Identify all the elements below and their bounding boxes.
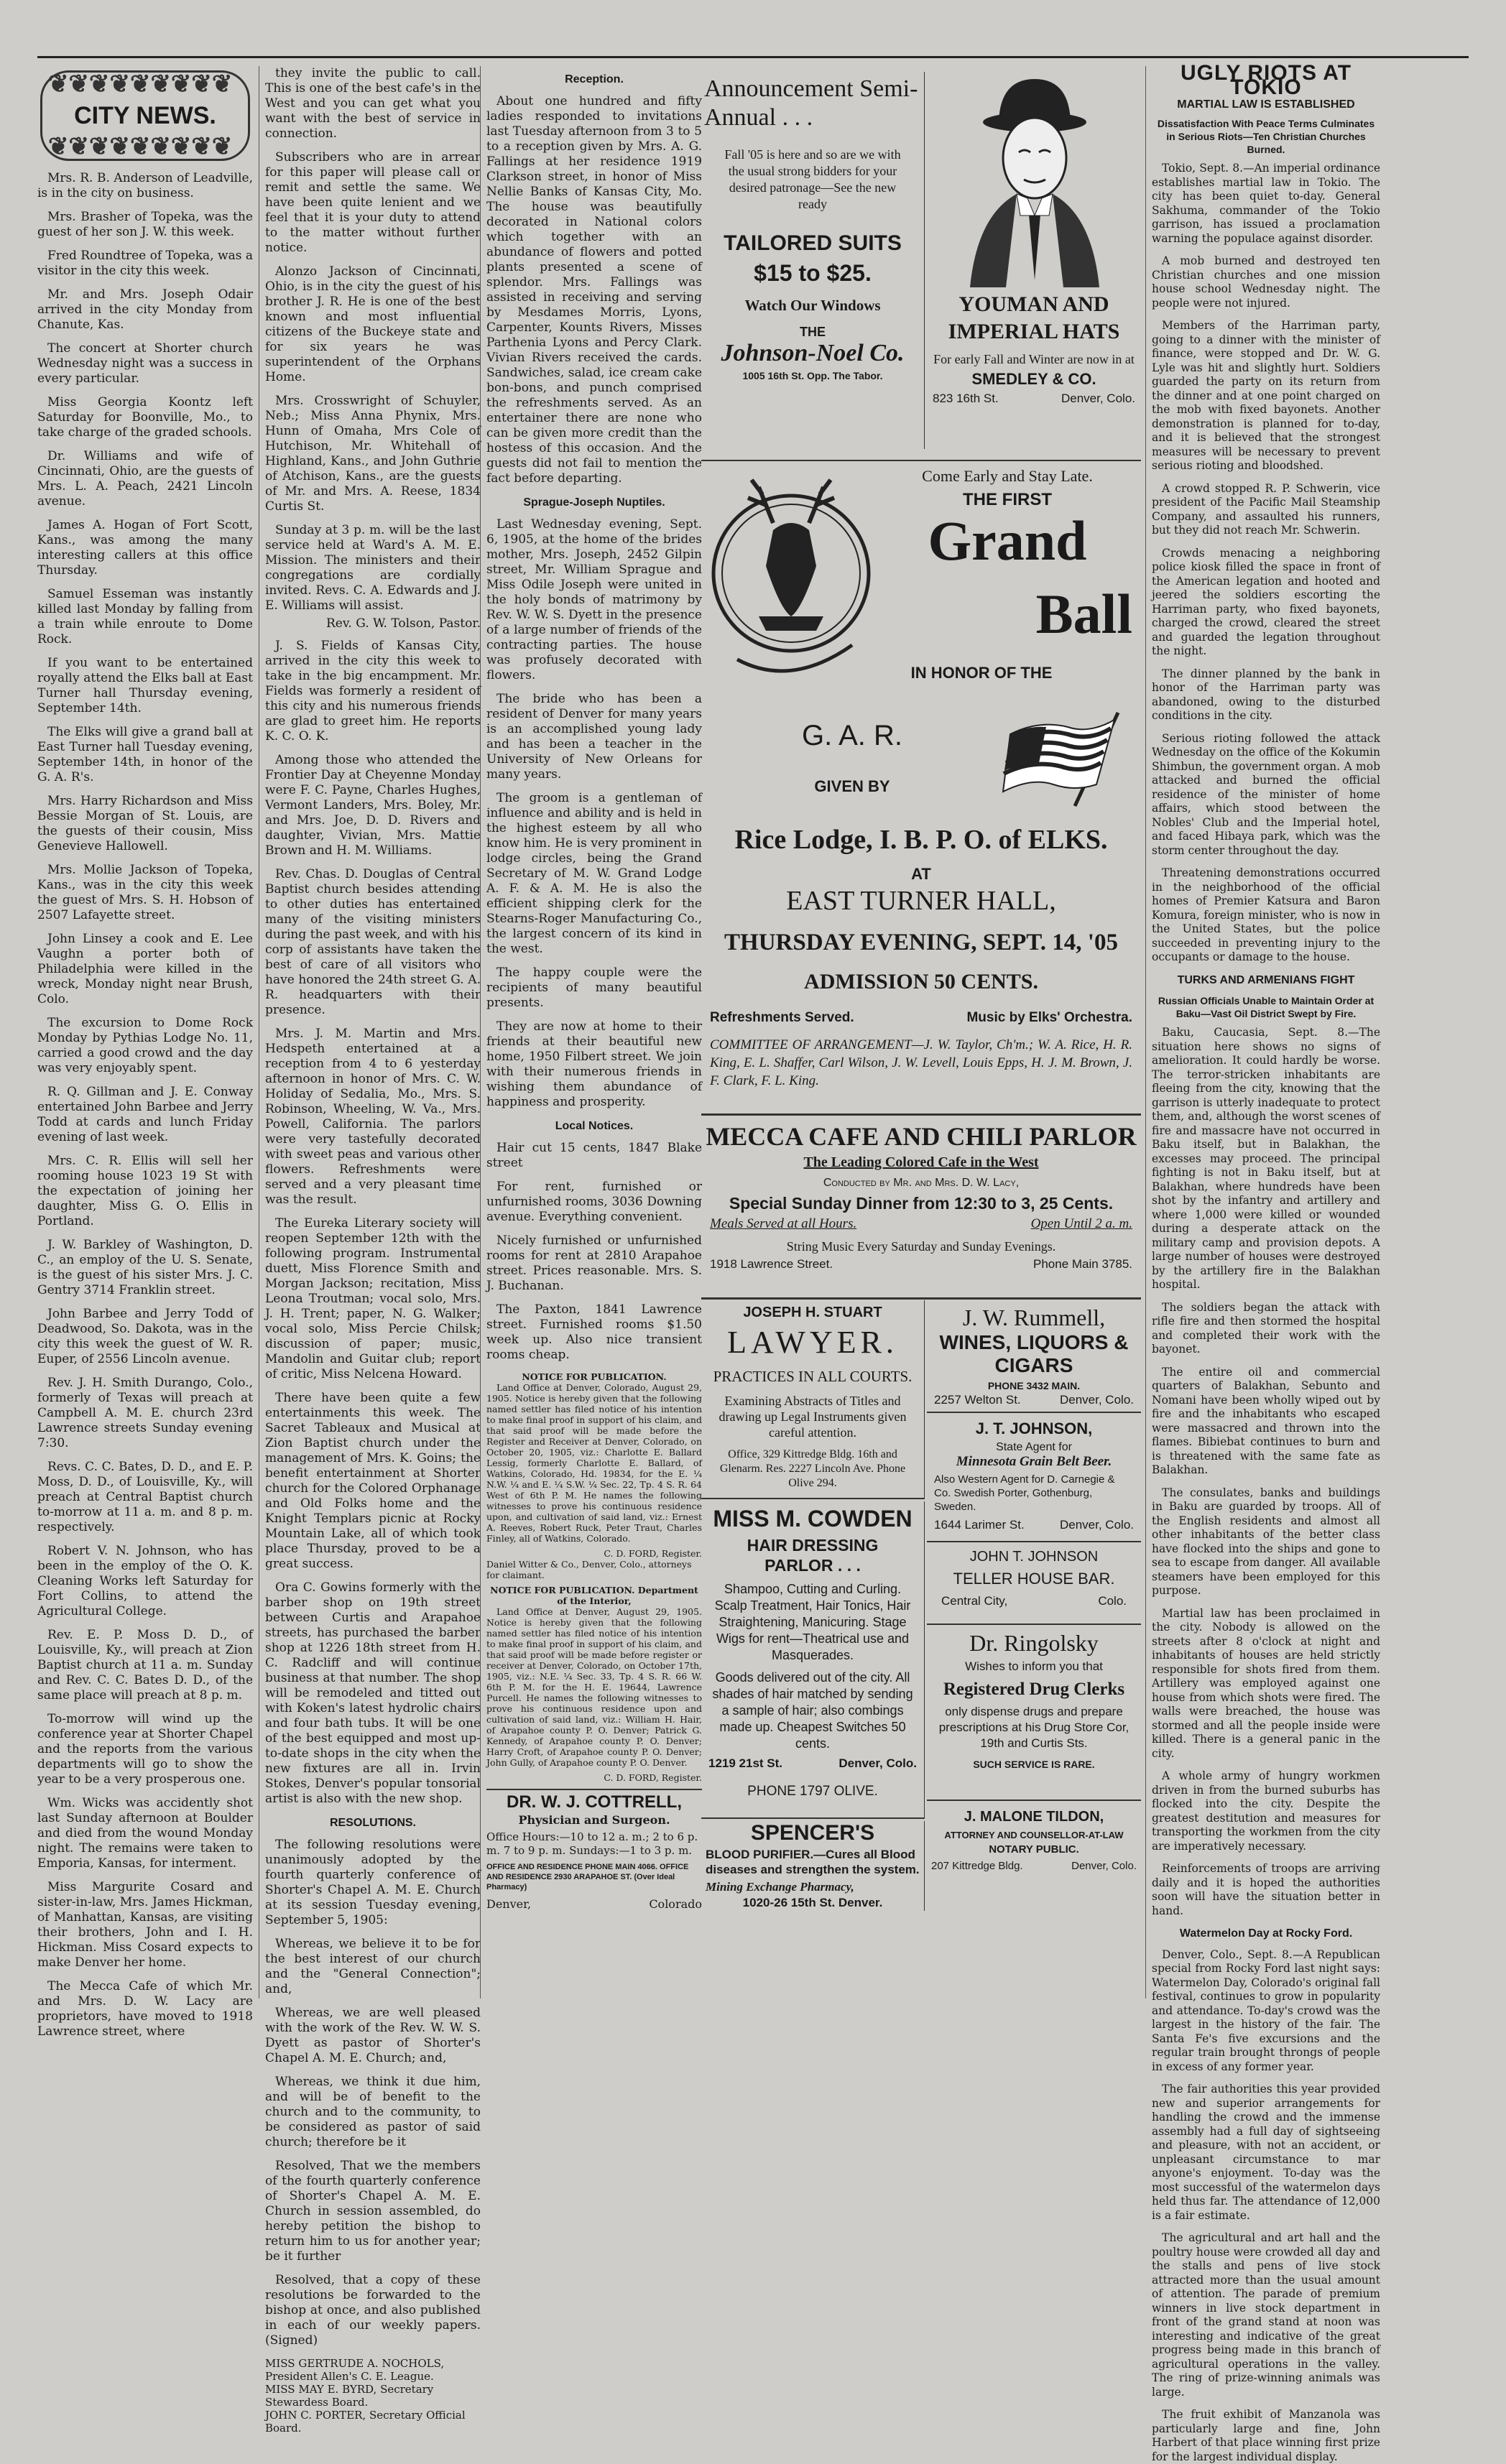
cowden-goods: Goods delivered out of the city. All shades of hair matched by sending a sample of hair; also combings made up. Cheapest Switches 50 cents. xyxy=(707,1669,918,1752)
spencer-body: BLOOD PURIFIER.—Cures all Blood diseases and strengthen the system. xyxy=(701,1845,924,1879)
ringolsky-clerks: Registered Drug Clerks xyxy=(927,1680,1141,1700)
news-item: Revs. C. C. Bates, D. D., and E. P. Moss, D. D., of Louisville, Ky., will preach at Central Baptist church to-morrow at 11 a. m. and 8 p. m. respectively. xyxy=(37,1460,253,1535)
notice-attorney: Daniel Witter & Co., Denver, Colo., attorneys for claimant. xyxy=(486,1559,702,1580)
news-item: Mr. and Mrs. Joseph Odair arrived in the city Monday from Chanute, Kas. xyxy=(37,287,253,333)
mecca-title: MECCA CAFE AND CHILI PARLOR xyxy=(701,1121,1141,1152)
johnson-address: 1644 Larimer St. Denver, Colo. xyxy=(927,1516,1141,1534)
mecca-music: String Music Every Saturday and Sunday Evenings. xyxy=(701,1239,1141,1254)
mecca-address: 1918 Lawrence Street. Phone Main 3785. xyxy=(701,1254,1141,1274)
stuart-name: JOSEPH H. STUART xyxy=(701,1305,924,1321)
ball-date: THURSDAY EVENING, SEPT. 14, '05 xyxy=(701,930,1141,956)
resolutions-signers xyxy=(265,2357,481,2435)
notice-heading: NOTICE FOR PUBLICATION. Department of the Interior, xyxy=(486,1585,702,1606)
johnson-noel-address: 1005 16th St. Opp. The Tabor. xyxy=(701,370,924,381)
johnson-agent: State Agent for xyxy=(927,1441,1141,1454)
resolution-paragraph: Resolved, that a copy of these resolutions be forwarded to the bishop at once, and also published in each of our weekly papers. (Signed) xyxy=(265,2273,481,2348)
gentleman-portrait-icon xyxy=(927,72,1141,287)
notice-signature: C. D. FORD, Register. xyxy=(486,1548,702,1559)
mecca-hours: Meals Served at all Hours. Open Until 2 a. m. xyxy=(701,1213,1141,1235)
local-notices-heading: Local Notices. xyxy=(486,1118,702,1134)
rummell-phone: PHONE 3432 MAIN. xyxy=(927,1380,1141,1391)
cottrell-city: Denver, Colorado xyxy=(486,1896,702,1912)
baku-paragraph: Baku, Caucasia, Sept. 8.—The situation here shows no signs of amelioration. It could hardly be worse. The terror-stricken inhabitants are fleeing from the city, knowing that the garrison is utterly inadequate to protect them, and, although the worst scenes of fire and massacre have not occurred in Baku itself, but in Balakhan, the excesses may proceed. The principal fighting is not in Baku itself, but at Balakhan, where hundreds have been shot by the infantry and artillery and where 1,000 were killed or wounded during a desperate attack on the military camp and provision depots. A large number of houses were destroyed by the artillery fire in the Balakhan hospital. xyxy=(1152,1026,1380,1292)
ball-the-first: THE FIRST xyxy=(874,490,1141,510)
tokio-headline: UGLY RIOTS AT TOKIO xyxy=(1152,66,1380,94)
local-notice: Hair cut 15 cents, 1847 Blake street xyxy=(486,1141,702,1171)
news-item: R. Q. Gillman and J. E. Conway entertained John Barbee and Jerry Todd at cards and lunch Friday evening of last week. xyxy=(37,1085,253,1145)
watermelon-paragraph: Denver, Colo., Sept. 8.—A Republican special from Rocky Ford last night says: Watermelon Day, Colorado's original fall festival, continues to grow in popularity and attendance. To-day's crowd was the largest in the history of the fair. The Santa Fe's five excursions and the regular train brought throngs of people in excess of any former year. xyxy=(1152,1948,1380,2075)
news-item: Rev. Chas. D. Douglas of Central Baptist church besides attending to other duties has entertained many of the visiting ministers during the past week, and with his corp of assistants have taken the best of care of all visitors who have honored the 24th street G. A. R. headquarters with their presence. xyxy=(265,867,481,1018)
notice-signature: C. D. FORD, Register. xyxy=(486,1772,702,1783)
cowden-ad xyxy=(701,1501,925,1819)
ringolsky-body: only dispense drugs and prepare prescriptions at his Drug Store Cor, 19th and Curtis Sts. xyxy=(934,1704,1134,1751)
tokio-paragraph: Serious rioting followed the attack Wednesday on the office of the Kokumin Shimbun, the government organ. A mob attacked and burned the official residence of the minister of home affairs, which stood between the Nobles' Club and the Imperial hotel, and faced Hibaya park, which was the storm center throughout the day. xyxy=(1152,732,1380,858)
ball-music: Music by Elks' Orchestra. xyxy=(966,1010,1132,1026)
news-item: Among those who attended the Frontier Day at Cheyenne Monday were F. C. Payne, Charles Hughes, Vermont Landers, Mrs. Boley, Mr. and Mrs. Joe, D. D. Rivers and daughter, Vivian, Mrs. Mattie Brown and H. M. Williams. xyxy=(265,753,481,858)
ball-grand: Grand xyxy=(874,509,1141,573)
announcement-title: Announcement Semi-Annual . . . xyxy=(701,72,924,135)
nuptials-paragraph: The bride who has been a resident of Denver for many years is an accomplished young lady and has been a teacher in the University of New Orleans for many years. xyxy=(486,692,702,782)
ball-honor: IN HONOR OF THE xyxy=(874,664,1089,682)
ringolsky-ad xyxy=(927,1627,1141,1801)
news-item: Mrs. R. B. Anderson of Leadville, is in the city on business. xyxy=(37,171,253,201)
teller-house-ad xyxy=(927,1544,1141,1625)
tokio-paragraph: Threatening demonstrations occurred in the neighborhood of the official homes of Premier Katsura and Baron Komura, foreign minister, who is now in the United States, but the police succeeded in preventing injury to the occupants or damage to the house. xyxy=(1152,866,1380,965)
teller-city: Central City, Colo. xyxy=(927,1588,1141,1614)
tokio-paragraph: Members of the Harriman party, going to a dinner with the minister of finance, were stopped and Dr. W. G. Lyle was hit and slightly hurt. Soldiers guarded the party on its return from the dinner and at one point charged on the mob with fixed bayonets. Another demonstration is planned for to-day, and it is believed that the strongest measures will be necessary to prevent serious rioting and bloodshed. xyxy=(1152,319,1380,473)
top-rule xyxy=(37,56,1469,58)
tildon-title: ATTORNEY AND COUNSELLOR-AT-LAW xyxy=(927,1830,1141,1840)
news-item: Samuel Esseman was instantly killed last Monday by falling from a train while enroute to Dome Rock. xyxy=(37,587,253,647)
johnson-noel-ad xyxy=(701,72,925,449)
news-item: To-morrow will wind up the conference year at Shorter Chapel and the reports from the various departments will go to show the year to be a very prosperous one. xyxy=(37,1712,253,1787)
news-item: Wm. Wicks was accidently shot last Sunday afternoon at Boulder and died from the wound Monday night. The remains were taken to Emporia, Kansas, for interment. xyxy=(37,1796,253,1871)
announcement-body: Fall '05 is here and so are we with the usual strong bidders for your desired patronage—See the new ready xyxy=(701,135,924,213)
news-item: If you want to be entertained royally attend the Elks ball at East Turner hall Thursday evening, September 14th. xyxy=(37,656,253,716)
johnson-also: Also Western Agent for D. Carnegie & Co. Swedish Porter, Gothenburg, Sweden. xyxy=(927,1470,1141,1516)
watermelon-headline: Watermelon Day at Rocky Ford. xyxy=(1152,1927,1380,1941)
nuptials-body xyxy=(486,517,702,1110)
spencer-ad xyxy=(701,1821,925,1911)
smedley-address: 823 16th St. Denver, Colo. xyxy=(927,389,1141,409)
resolutions-body xyxy=(265,1838,481,2348)
elk-emblem-icon xyxy=(708,473,874,703)
suit-price: $15 to $25. xyxy=(701,260,924,287)
the-label: THE xyxy=(701,325,924,340)
stuart-office: Office, 329 Kittredge Bldg. 16th and Glenarm. Res. 2227 Lincoln Ave. Phone Olive 294. xyxy=(707,1448,918,1491)
news-item: Mrs. Crosswright of Schuyler, Neb.; Miss Anna Phynix, Mrs. Hunn of Omaha, Mrs Cole of Hutchison, Mr. Whitehall of Highland, Kans., and John Guthrie of Atchison, Kans., are the guests of Mr. and Mrs. A. Reese, 1834 Curtis St. xyxy=(265,394,481,514)
johnson-beer: Minnesota Grain Belt Beer. xyxy=(927,1454,1141,1470)
column-three xyxy=(480,66,702,1998)
news-item: The Mecca Cafe of which Mr. and Mrs. D. W. Lacy are proprietors, have moved to 1918 Lawrence street, where xyxy=(37,1979,253,2039)
local-notice: The Paxton, 1841 Lawrence street. Furnished rooms $1.50 week up. Also nice transient rooms cheap. xyxy=(486,1302,702,1363)
tailored-suits: TAILORED SUITS xyxy=(701,231,924,256)
spencer-pharmacy: Mining Exchange Pharmacy, xyxy=(701,1879,924,1896)
baku-headline: TURKS AND ARMENIANS FIGHT xyxy=(1152,973,1380,988)
ball-tagline: Come Early and Stay Late. xyxy=(874,467,1141,486)
tildon-name: J. MALONE TILDON, xyxy=(927,1809,1141,1825)
baku-paragraph: The entire oil and commercial quarters of Balakhan, Sebunto and Nomani have been wholly wiped out by fire and the inhabitants who escaped were massacred and thrown into the flames. Bibiebat continues to burn and is threatened with the same fate as Balakhan. xyxy=(1152,1366,1380,1478)
news-item: Dr. Williams and wife of Cincinnati, Ohio, are the guests of Mrs. L. A. Peach, 2421 Lincoln avenue. xyxy=(37,449,253,509)
stuart-body: Examining Abstracts of Titles and drawing up Legal Instruments given careful attention. xyxy=(707,1393,918,1440)
baku-paragraph: A whole army of hungry workmen driven in from the burned suburbs has flocked into the city. Despite the greatest destitution and measures for transporting the workmen from the city are imperatively necessary. xyxy=(1152,1769,1380,1853)
news-item: Mrs. Mollie Jackson of Topeka, Kans., was in the city this week the guest of Mrs. S. H. Hobson of 2507 Lafayette street. xyxy=(37,863,253,923)
watermelon-paragraph: The agricultural and art hall and the poultry house were crowded all day and the stalls and pens of live stock attracted more than the usual amount of attention. The parade of premium winners in live stock department in front of the grand stand at noon was interesting and indicative of the great progress being made in this branch of agricultural operations in the valley. The ring of prize-winning animals was large. xyxy=(1152,2231,1380,2399)
city-news-title: CITY NEWS. xyxy=(74,108,216,124)
news-item: Sunday at 3 p. m. will be the last service held at Ward's A. M. E. Mission. The ministers and their congregations are cordially invited. Revs. C. A. Edwards and J. E. Williams will assist. xyxy=(265,523,481,613)
mecca-cafe-ad xyxy=(701,1113,1141,1300)
cottrell-hours: Office Hours:—10 to 12 a. m.; 2 to 6 p. m. 7 to 9 p. m. Sundays:—1 to 3 p. m. xyxy=(486,1830,702,1858)
mecca-dinner: Special Sunday Dinner from 12:30 to 3, 25 Cents. xyxy=(701,1194,1141,1213)
notice-text: Land Office at Denver, Colorado, August 29, 1905. Notice is hereby given that the following named settler has filed notice of his intention to make final proof in support of his claim, and that said proof will be made before the Register and Receiver at Denver, Colorado, on October 20, 1905, viz.: Charlotte E. Ballard Lessig, formerly Charlotte E. Ballard, of Watkins, Colorado, Hd. 19834, for the E. ¼ N.W. ¼ and E. ¼ S.W. ¼ Sec. 22, Tp. 4 S. R. 64 West of 6th P. M. He names the following witnesses to prove his continuous residence upon, and cultivation of said land, viz.: Ernest A. Reeves, Robert Ruck, Peter Traut, Charles Finley, all of Watkins, Colorado. xyxy=(486,1382,702,1544)
news-item: The Eureka Literary society will reopen September 12th with the following program. Instrumental duett, Miss Florence Smith and Morgan Jackson; recitation, Miss Leona Troutman; vocal solo, Mrs. J. H. Trent; paper, N. G. Walker; vocal solo, Miss Percie Chilsk; discussion of paper; music, Mandolin and Guitar club; report of critic, Miss Nelcena Howard. xyxy=(265,1216,481,1382)
resolution-paragraph: The following resolutions were unanimously adopted by the fourth quarterly conference of Shorter's Chapel A. M. E. Church at its session Tuesday evening, September 5, 1905: xyxy=(265,1838,481,1928)
news-item: Mrs. J. M. Martin and Mrs. Hedspeth entertained at a reception from 4 to 6 yesterday afternoon in honor of Mrs. C. W. Holiday of Sedalia, Mo., Mrs. S. Robinson, Wheeling, W. Va., Mrs. Powell, California. The parlors were very tastefully decorated with sweet peas and various other flowers. Refreshments were served and a very pleasant time was the result. xyxy=(265,1027,481,1208)
resolution-paragraph: Resolved, That we the members of the fourth quarterly conference of Shorter's Chapel A. M. E. Church in session assembled, do hereby petition the bishop to return him to us for another year; be it further xyxy=(265,2159,481,2264)
signer: MISS MAY E. BYRD, Secretary Stewardess Board. xyxy=(265,2383,481,2409)
cowden-address: 1219 21st St. Denver, Colo. xyxy=(701,1752,924,1775)
local-notice: For rent, furnished or unfurnished rooms, 3036 Downing avenue. Everything convenient. xyxy=(486,1180,702,1225)
cowden-body: Shampoo, Cutting and Curling. Scalp Treatment, Hair Tonics, Hair Straightening, Manicuring. Stage Wigs for rent—Theatrical use and Masquerades. xyxy=(707,1581,918,1664)
news-item: Miss Margurite Cosard and sister-in-law, Mrs. James Hickman, of Manhattan, Kansas, are visiting their brothers, John and I. H. Hickman. Miss Cosard expects to make Denver her home. xyxy=(37,1880,253,1970)
tokio-paragraph: The dinner planned by the bank in honor of the Harriman party was abandoned, owing to the disturbed conditions in the city. xyxy=(1152,667,1380,723)
resolutions-heading: RESOLUTIONS. xyxy=(265,1815,481,1830)
mecca-conducted: Conducted by Mr. and Mrs. D. W. Lacy, xyxy=(701,1177,1141,1190)
news-item: Alonzo Jackson of Cincinnati, Ohio, is in the city the guest of his brother J. R. He is one of the best known and most influential citizens of the Buckeye state and for six years he was superintendent of the Orphans Home. xyxy=(265,264,481,385)
rummell-name: J. W. Rummell, xyxy=(927,1305,1141,1331)
pastor-signature: Rev. G. W. Tolson, Pastor. xyxy=(265,616,481,631)
baku-deck: Russian Officials Unable to Maintain Order at Baku—Vast Oil District Swept by Fire. xyxy=(1152,994,1380,1020)
news-item: The Elks will give a grand ball at East Turner hall Tuesday evening, September 14th, in honor of the G. A. R's. xyxy=(37,725,253,785)
tokio-paragraph: Tokio, Sept. 8.—An imperial ordinance establishes martial law in Tokio. The city has been quiet to-day. General Sakhuma, commander of the Tokio garrison, has issued a proclamation warning the populace against disorder. xyxy=(1152,162,1380,246)
news-item: Mrs. Brasher of Topeka, was the guest of her son J. W. this week. xyxy=(37,210,253,240)
ball-hall: EAST TURNER HALL, xyxy=(701,885,1141,917)
news-item: The concert at Shorter church Wednesday night was a success in every particular. xyxy=(37,341,253,386)
smedley-name: SMEDLEY & CO. xyxy=(927,370,1141,389)
cottrell-ad xyxy=(486,1789,702,1912)
nuptials-paragraph: They are now at home to their friends at their beautiful new home, 1950 Filbert street. We join with their numerous friends in wishing them abundance of happiness and prosperity. xyxy=(486,1019,702,1110)
signer: JOHN C. PORTER, Secretary Official Board. xyxy=(265,2409,481,2435)
ball-at: AT xyxy=(701,865,1141,884)
news-item: J. S. Fields of Kansas City, arrived in the city this week to take in the big encampment. Mr. Fields was formerly a resident of this city and his numerous friends are glad to greet him. He reports K. C. O. K. xyxy=(265,639,481,744)
watermelon-paragraph: The fruit exhibit of Manzanola was particularly large and fine, John Harbert of that place winning first prize for the largest individual display. xyxy=(1152,2408,1380,2464)
cowden-subtitle: HAIR DRESSING PARLOR . . . xyxy=(723,1535,902,1575)
resolution-paragraph: Whereas, we think it due him, and will be of benefit to the church and to the community, to be considered as pastor of said church; therefore be it xyxy=(265,2075,481,2150)
stuart-lawyer: LAWYER. xyxy=(701,1324,924,1361)
smedley-hats-ad xyxy=(927,72,1141,449)
news-item: Miss Georgia Koontz left Saturday for Boonville, Mo., to take charge of the graded schools. xyxy=(37,395,253,440)
mecca-subtitle: The Leading Colored Cafe in the West xyxy=(701,1154,1141,1171)
baku-paragraph: Reinforcements of troops are arriving daily and it is hoped the authorities soon will have the situation better in hand. xyxy=(1152,1862,1380,1918)
news-item: Rev. J. H. Smith Durango, Colo., formerly of Texas will preach at Campbell A. M. E. church 23rd Lawrence streets Sunday evening 7:30. xyxy=(37,1376,253,1451)
cottrell-office: OFFICE AND RESIDENCE PHONE MAIN 4066. OFFICE AND RESIDENCE 2930 ARAPAHOE ST. (Over Ideal Pharmacy) xyxy=(486,1862,702,1892)
rummell-title: WINES, LIQUORS & CIGARS xyxy=(927,1331,1141,1377)
spencer-name: SPENCER'S xyxy=(701,1821,924,1845)
tokio-paragraph: Crowds menacing a neighboring police kiosk filled the space in front of the American legation and hooted and jeered the soldiers escorting the Harriman party, who fixed bayonets, charged the crowd, cleared the street and guarded the legation throughout the night. xyxy=(1152,547,1380,659)
tildon-ad xyxy=(927,1803,1141,1904)
reception-body xyxy=(486,94,702,486)
notice-publication-1 xyxy=(486,1371,702,1580)
column-two-items xyxy=(265,66,481,1807)
ball-refreshments: Refreshments Served. xyxy=(710,1010,854,1026)
notice-heading: NOTICE FOR PUBLICATION. xyxy=(486,1371,702,1382)
ringolsky-name: Dr. Ringolsky xyxy=(927,1630,1141,1657)
news-item: John Barbee and Jerry Todd of Deadwood, So. Dakota, was in the city this week the guest of W. R. Euper, of 2556 Lincoln avenue. xyxy=(37,1307,253,1367)
laurel-icon: ❦❦❦❦❦❦❦❦❦ xyxy=(48,77,232,92)
american-flag-icon xyxy=(996,705,1125,813)
news-item: J. W. Barkley of Washington, D. C., an employ of the U. S. Senate, is the guest of his sister Mrs. J. C. Gentry 3714 Franklin street. xyxy=(37,1238,253,1298)
watch-windows: Watch Our Windows xyxy=(701,297,924,315)
watermelon-body xyxy=(1152,1948,1380,2464)
baku-body xyxy=(1152,1026,1380,1918)
notice-text: Land Office at Denver, August 29, 1905. Notice is hereby given that the following named settler has filed notice of his intention to make final proof in support of his claim, and that said proof will be made before register or receiver at Denver, Colorado, on October 17th, 1905, viz.: N.E. ¼ Sec. 33, Tp. 4 S. R. 66 W. 6th P. M. for the H. E. 19644, Lawrence Purcell. He names the following witnesses to prove his continuous residence upon and cultivation of said land, viz.: William H. Hair, of Arapahoe county P. O. Denver; Patrick G. Kennedy, of Arapahoe county P. O. Denver; Harry Croft, of Arapahoe county P. O. Denver; John Gully, of Arapahoe county P. O. Denver. xyxy=(486,1606,702,1768)
rummell-ad xyxy=(927,1300,1141,1413)
local-notices-body xyxy=(486,1141,702,1363)
column-two xyxy=(259,66,481,1998)
city-news-items xyxy=(37,171,253,2039)
baku-paragraph: Martial law has been proclaimed in the city. Nobody is allowed on the streets after 8 o'clock at night and inhabitants of houses are held strictly responsible for shots fired from them. Artillery was employed against one house from which shots were fired. The walls were breached, the house was stormed and all the people inside were killed. There is a general panic in the city. xyxy=(1152,1607,1380,1761)
news-item: Subscribers who are in arrear for this paper will please call or remit and settle the same. We have been quite lenient and we feel that it is your duty to attend to the matter without further notice. xyxy=(265,150,481,256)
rummell-address: 2257 Welton St. Denver, Colo. xyxy=(927,1391,1141,1409)
tokio-body xyxy=(1152,162,1380,965)
hats-title: YOUMAN AND IMPERIAL HATS xyxy=(927,291,1141,346)
news-item: Mrs. C. R. Ellis will sell her rooming house 1023 19 St with the expectation of joining her daughter, Miss G. O. Ellis in Portland. xyxy=(37,1154,253,1229)
city-news-column xyxy=(37,66,253,1998)
tokio-deck: Dissatisfaction With Peace Terms Culminates in Serious Riots—Ten Christian Churches Burned. xyxy=(1152,117,1380,156)
news-item: John Linsey a cook and E. Lee Vaughn a porter both of Philadelphia were killed in the wreck, Monday night near Brush, Colo. xyxy=(37,932,253,1007)
tokio-paragraph: A mob burned and destroyed ten Christian churches and one mission house school Wednesday night. The people were not injured. xyxy=(1152,254,1380,310)
nuptials-paragraph: Last Wednesday evening, Sept. 6, 1905, at the home of the brides mother, Mrs. Joseph, 2452 Gilpin street, Mr. William Sprague and Miss Odile Joseph were united in the holy bonds of matrimony by Rev. W. W. S. Dyett in the presence of a large number of friends of the contracting parties. The house was profusely decorated with flowers. xyxy=(486,517,702,683)
news-item: Robert V. N. Johnson, who has been in the employ of the O. K. Cleaning Works left Saturday for Fort Collins, to attend the Agricultural College. xyxy=(37,1544,253,1619)
news-item: There have been quite a few entertainments this week. The Sacret Tableaux and Musical at Zion Baptist church under the management of Mrs. K. Goins; the benefit entertainment at Shorter church for the Colored Orphanage and Old Folks home and the Knight Templars picnic at Rocky Mountain Lake, all of which took place Thursday, proved to be a great success. xyxy=(265,1391,481,1572)
jt-johnson-ad xyxy=(927,1415,1141,1542)
signer: MISS GERTRUDE A. NOCHOLS, President Allen's C. E. League. xyxy=(265,2357,481,2383)
column-seven xyxy=(1145,66,1380,1998)
resolution-paragraph: Whereas, we believe it to be for the best interest of our church and the "General Connection"; and, xyxy=(265,1937,481,1997)
tokio-subhead: MARTIAL LAW IS ESTABLISHED xyxy=(1152,98,1380,111)
reception-paragraph: About one hundred and fifty ladies responded to invitations last Tuesday afternoon from 3 to 5 to a reception given by Mrs. A. G. Fallings at her residence 1919 Clarkson street, in honor of Miss Nellie Banks of Kansas City, Mo. The house was beautifully decorated in National colors which together with an abundance of flowers and potted plants presented a scene of splendor. Mrs. Fallings was assisted in receiving and serving by Mesdames Morris, Lyons, Carpenter, Kounts Rivers, Misses Parthenia Lyons and Percy Clark. Vivian Rivers received the cards. Sandwiches, salad, ice cream cake bon-bons, and punch comprised the refreshments served. As an entertainer there are none who can be given more credit than the hostess of this occasion. And the guests did not fail to mention the fact before departing. xyxy=(486,94,702,486)
local-notice: Nicely furnished or unfurnished rooms for rent at 2810 Arapahoe street. Prices reasonable. Mrs. S. J. Buchanan. xyxy=(486,1233,702,1294)
ball-given-by: GIVEN BY xyxy=(744,777,960,796)
news-item: The excursion to Dome Rock Monday by Pythias Lodge No. 11, carried a good crowd and the day was very enjoyably spent. xyxy=(37,1016,253,1076)
teller-name: JOHN T. JOHNSON xyxy=(927,1549,1141,1565)
notice-publication-2 xyxy=(486,1585,702,1783)
reception-heading: Reception. xyxy=(486,72,702,87)
ball-committee: COMMITTEE OF ARRANGEMENT—J. W. Taylor, Ch'm.; W. A. Rice, H. R. King, E. L. Shaffer, Carl Wilson, J. W. Levell, Louis Epps, H. J. M. Brown, J. F. Clark, F. L. King. xyxy=(710,1036,1132,1090)
ball-admission: ADMISSION 50 CENTS. xyxy=(701,970,1141,994)
johnson-name: J. T. JOHNSON, xyxy=(927,1419,1141,1438)
news-item: Ora C. Gowins formerly with the barber shop on 19th street between Curtis and Arapahoe streets, has purchased the barber shop at 1226 18th street from H. C. Radcliff and will continue business at that number. The shop will be remodeled and titted out with Koken's latest hydrolic chairs and four bath tubs. It will be one of the best equipped and most up-to-date shops in the city when the new fixtures are all in. Irvin Stokes, Denver's popular tonsorial artist is also with the new shop. xyxy=(265,1580,481,1807)
nuptials-paragraph: The groom is a gentleman of influence and ability and is held in the highest esteem by all who know him. He is very prominent in lodge circles, being the Grand Secretary of M. W. Grand Lodge A. F. & A. M. He is also the efficient shipping clerk for the Stearns-Roger Manufacturing Co., the largest concern of its kind in the west. xyxy=(486,791,702,957)
ringolsky-wish: Wishes to inform you that xyxy=(927,1659,1141,1674)
ball-lodge: Rice Lodge, I. B. P. O. of ELKS. xyxy=(701,824,1141,856)
nuptials-heading: Sprague-Joseph Nuptiles. xyxy=(486,495,702,510)
grand-ball-ad xyxy=(701,460,1141,1111)
cottrell-name: DR. W. J. COTTRELL, xyxy=(486,1794,702,1810)
stuart-lawyer-ad xyxy=(701,1300,925,1499)
tokio-paragraph: A crowd stopped R. P. Schwerin, vice president of the Pacific Mail Steamship Company, and assaulted his runners, but they did not reach Mr. Schwerin. xyxy=(1152,482,1380,538)
news-item: Mrs. Harry Richardson and Miss Bessie Morgan of St. Louis, are the guests of their cousin, Miss Genevieve Hallowell. xyxy=(37,794,253,854)
johnson-noel-logo: Johnson-Noel Co. xyxy=(701,340,924,367)
spencer-address: 1020-26 15th St. Denver. xyxy=(701,1896,924,1910)
tildon-address: 207 Kittredge Bldg. Denver, Colo. xyxy=(927,1856,1141,1876)
news-item: Fred Roundtree of Topeka, was a visitor in the city this week. xyxy=(37,249,253,279)
news-item: they invite the public to call. This is one of the best cafe's in the West and you can get what you want with the best of service in connection. xyxy=(265,66,481,142)
news-item: Rev. E. P. Moss D. D., of Louisville, Ky., will preach at Zion Baptist church at 11 a. m. Sunday and Rev. C. C. Bates D. D., of the same place will preach at 8 p. m. xyxy=(37,1628,253,1703)
ball-ball: Ball xyxy=(917,582,1132,647)
baku-paragraph: The consulates, banks and buildings in Baku are guarded by troops. All of the English residents and almost all other inhabitants of the better class have flocked into the ships and gone to sea to escape from danger. All available steamers have been employed for this purpose. xyxy=(1152,1486,1380,1598)
ringolsky-rare: SUCH SERVICE IS RARE. xyxy=(927,1759,1141,1770)
city-news-masthead xyxy=(40,70,250,161)
tildon-notary: NOTARY PUBLIC. xyxy=(927,1843,1141,1856)
laurel-icon: ❦❦❦❦❦❦❦❦❦ xyxy=(48,139,232,154)
watermelon-paragraph: The fair authorities this year provided new and superior arrangements for handling the crowd and the immense assembly had a full day of sightseeing and pleasure, with not an accident, or unpleasant circumstance to mar anyone's enjoyment. To-day was the most successful of the watermelon days held thus far. The attendance of 12,000 is a fair estimate. xyxy=(1152,2083,1380,2223)
ball-gar: G. A. R. xyxy=(744,720,960,752)
news-item: James A. Hogan of Fort Scott, Kans., was among the many interesting callers at this office Thursday. xyxy=(37,518,253,578)
cottrell-title: Physician and Surgeon. xyxy=(486,1812,702,1828)
cowden-name: MISS M. COWDEN xyxy=(701,1506,924,1532)
stuart-practices: PRACTICES IN ALL COURTS. xyxy=(701,1368,924,1386)
baku-paragraph: The soldiers began the attack with rifle fire and then stormed the hospital and completed their work with the bayonet. xyxy=(1152,1301,1380,1357)
teller-bar: TELLER HOUSE BAR. xyxy=(927,1570,1141,1588)
resolution-paragraph: Whereas, we are well pleased with the work of the Rev. W. W. S. Dyett as pastor of Shorter's Chapel A. M. E. Church; and, xyxy=(265,2006,481,2066)
nuptials-paragraph: The happy couple were the recipients of many beautiful presents. xyxy=(486,965,702,1011)
cowden-phone: PHONE 1797 OLIVE. xyxy=(701,1784,924,1800)
hats-body: For early Fall and Winter are now in at xyxy=(927,351,1141,367)
